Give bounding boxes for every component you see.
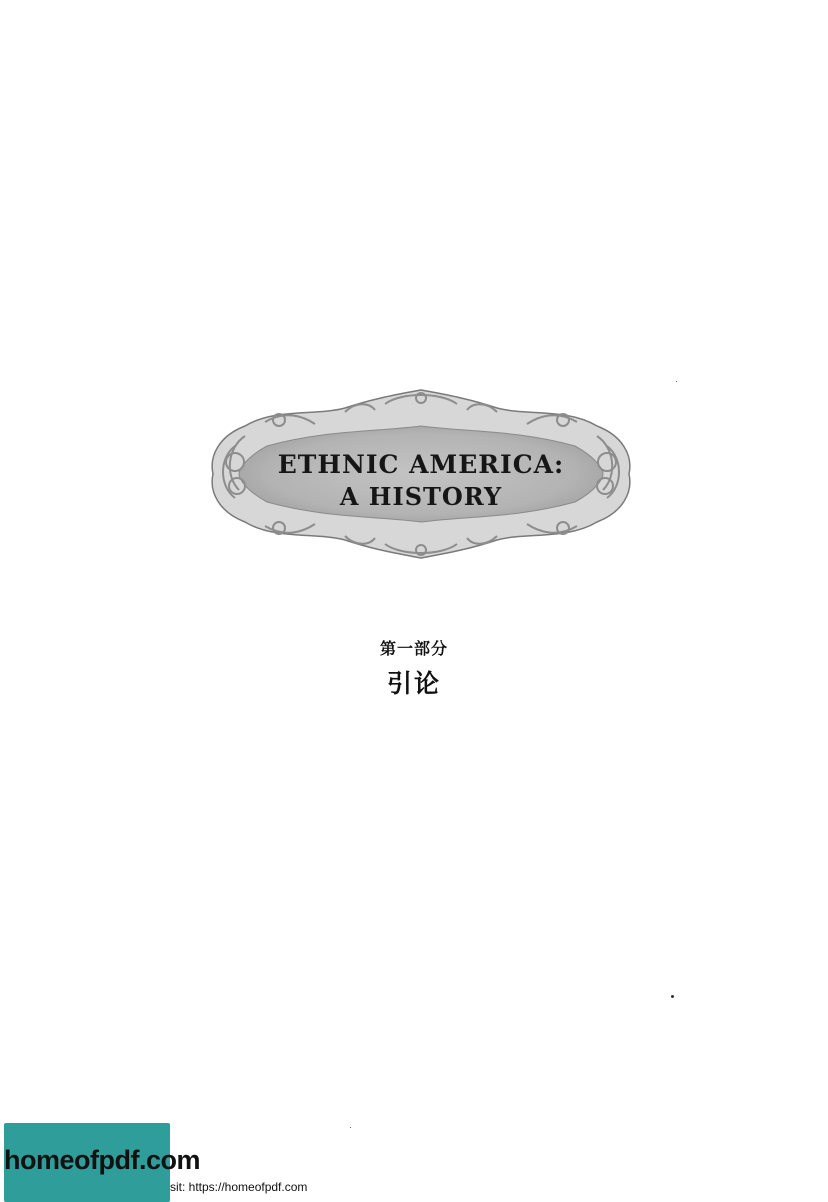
watermark-url[interactable]: sit: https://homeofpdf.com <box>170 1180 308 1194</box>
book-title-line-2: A HISTORY <box>339 482 503 511</box>
scan-speck <box>676 381 677 382</box>
watermark-logo: homeofpdf.com <box>4 1145 200 1175</box>
scan-speck <box>350 1127 351 1128</box>
title-cartouche <box>205 386 637 562</box>
watermark-logo-box[interactable] <box>4 1123 200 1202</box>
scan-speck <box>671 995 674 998</box>
part-title: 引论 <box>386 669 441 698</box>
book-title-line-1: ETHNIC AMERICA: <box>277 450 565 479</box>
part-label: 第一部分 <box>379 639 448 658</box>
